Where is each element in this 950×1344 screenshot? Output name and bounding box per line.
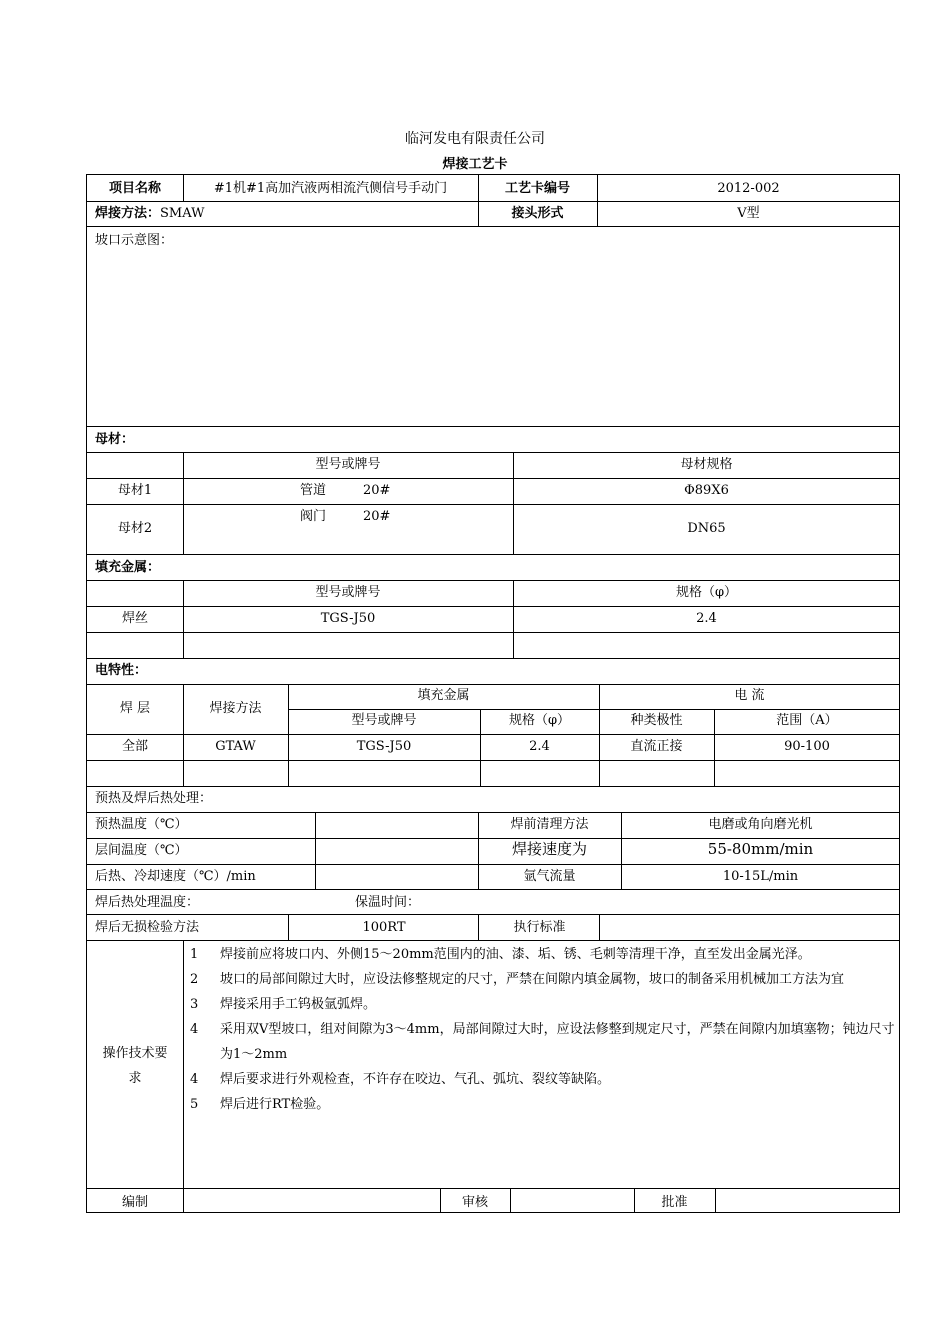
base-metal-col-model: 型号或牌号 [315,457,381,472]
filler-1-name: 焊丝 [121,611,148,626]
card-title: 焊接工艺卡 [442,157,508,172]
electrical-col-layer: 焊 层 [119,701,151,716]
project-name-value: #1机#1高加汽液两相流汽侧信号手动门 [213,181,448,196]
groove-sketch-label: 坡口示意图： [95,233,174,248]
filler-1-model: TGS-J50 [320,611,376,626]
base-metal-1-spec: Φ89X6 [684,483,729,498]
weld-speed-label: 焊接速度为 [511,840,587,858]
heat-section-label: 预热及焊后热处理： [95,791,213,806]
ndt-method-value: 100RT [362,920,406,935]
weld-speed-value: 55-80mm/min [707,840,814,858]
filler-col-spec: 规格（φ） [675,585,738,600]
electrical-1-polarity: 直流正接 [630,739,683,754]
postheat-label: 后热、冷却速度（℃）/min [95,869,256,884]
operation-item: 4 焊后要求进行外观检查，不许存在咬边、气孔、弧坑、裂纹等缺陷。 [190,1072,611,1087]
base-metal-1-model: 管道 [300,483,327,498]
base-metal-1-name: 母材1 [117,483,153,498]
weld-method-label: 焊接方法： [95,206,161,221]
operation-label-line1: 操作技术要 [102,1046,168,1061]
electrical-col-current: 电 流 [734,688,765,703]
clean-method-label: 焊前清理方法 [510,817,589,832]
joint-form-value: V型 [737,206,760,221]
electrical-1-layer: 全部 [121,739,148,754]
pwht-temp-label: 焊后热处理温度： [95,895,200,910]
joint-form-label: 接头形式 [511,206,564,221]
ndt-standard-label: 执行标准 [513,920,566,935]
card-no-label: 工艺卡编号 [504,181,570,196]
operation-label-line2: 求 [128,1071,142,1086]
base-metal-section-label: 母材： [95,432,135,447]
preheat-label: 预热温度（℃） [95,817,188,832]
ndt-method-label: 焊后无损检验方法 [95,920,200,935]
operation-item: 5 焊后进行RT检验。 [190,1097,330,1112]
clean-method-value: 电磨或角向磨光机 [708,817,813,832]
hold-time-label: 保温时间： [355,895,421,910]
operation-item: 1 焊接前应将坡口内、外侧15～20mm范围内的油、漆、垢、锈、毛刺等清理干净，直至发出金属光泽。 [190,947,811,962]
operation-item: 3 焊接采用手工钨极氩弧焊。 [190,997,377,1012]
filler-col-model: 型号或牌号 [315,585,381,600]
base-metal-1-grade: 20# [363,483,391,498]
electrical-col-filler-spec: 规格（φ） [508,713,571,728]
base-metal-2-grade: 20# [363,509,391,524]
electrical-col-filler-model: 型号或牌号 [351,713,417,728]
card-no-value: 2012-002 [717,181,780,196]
company-name: 临河发电有限责任公司 [405,131,545,147]
electrical-1-model: TGS-J50 [356,739,412,754]
base-metal-2-name: 母材2 [117,521,153,536]
reviewed-by-label: 审核 [461,1195,488,1210]
interpass-label: 层间温度（℃） [95,843,188,858]
electrical-section-label: 电特性： [95,663,148,678]
operation-item: 4 采用双V型坡口，组对间隙为3～4mm，局部间隙过大时，应设法修整到规定尺寸，严禁在间隙内加填塞物；钝边尺寸为1～2mm [190,1022,895,1062]
base-metal-col-spec: 母材规格 [680,457,733,472]
operation-list [190,942,895,1117]
base-metal-2-model: 阀门 [300,509,327,524]
electrical-1-method: GTAW [215,739,256,754]
filler-section-label: 填充金属： [95,560,161,575]
electrical-col-filler: 填充金属 [417,688,470,703]
project-name-label: 项目名称 [108,181,161,196]
filler-1-spec: 2.4 [696,611,717,626]
base-metal-2-spec: DN65 [687,521,726,536]
approved-by-label: 批准 [661,1195,688,1210]
electrical-1-range: 90-100 [784,739,830,754]
weld-method-field [95,205,204,222]
argon-flow-value: 10-15L/min [722,869,799,884]
electrical-col-polarity: 种类极性 [630,713,683,728]
prepared-by-label: 编制 [121,1195,148,1210]
electrical-col-range: 范围（A） [776,713,838,728]
electrical-1-spec: 2.4 [529,739,550,754]
operation-item: 2 坡口的局部间隙过大时，应设法修整规定的尺寸，严禁在间隙内填金属物，坡口的制备采用机械加工方法为宜 [190,972,845,987]
argon-flow-label: 氩气流量 [523,869,576,884]
weld-method-value: SMAW [160,206,205,221]
electrical-col-method: 焊接方法 [209,701,262,716]
